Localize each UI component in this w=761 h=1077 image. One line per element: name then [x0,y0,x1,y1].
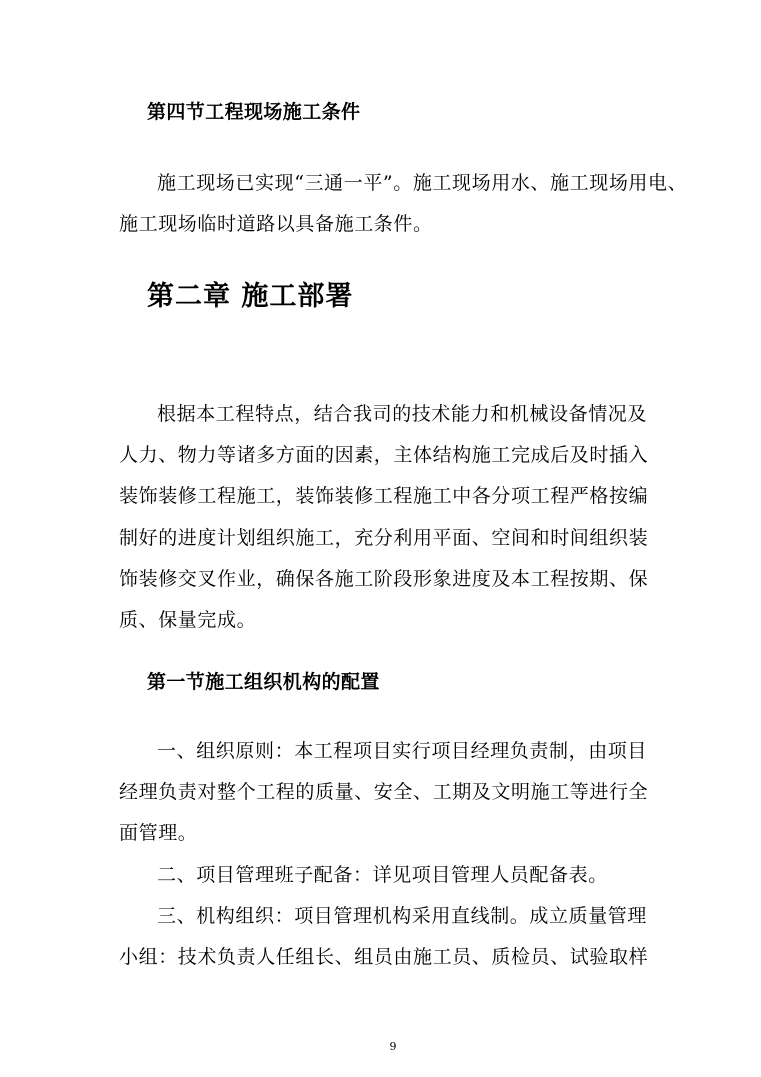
intro-line-3: 装饰装修工程施工，装饰装修工程施工中各分项工程严格按编 [119,485,649,507]
section-1-line-5: 三、机构组织：项目管理机构采用直线制。成立质量管理 [157,905,648,927]
chapter-heading: 第二章 施工部署 [147,281,354,312]
section-4-heading: 第四节工程现场施工条件 [147,101,361,123]
section-1-line-4: 二、项目管理班子配备：详见项目管理人员配备表。 [157,864,608,886]
section-1-line-3: 面管理。 [119,822,198,844]
intro-line-4: 制好的进度计划组织施工，充分利用平面、空间和时间组织装 [119,527,649,549]
intro-line-1: 根据本工程特点，结合我司的技术能力和机械设备情况及 [157,403,648,425]
section-1-line-2: 经理负责对整个工程的质量、安全、工期及文明施工等进行全 [119,781,649,803]
intro-line-2: 人力、物力等诸多方面的因素，主体结构施工完成后及时插入 [119,444,649,466]
section-1-line-1: 一、组织原则：本工程项目实行项目经理负责制，由项目 [157,740,648,762]
page-number: 9 [389,1040,397,1053]
section-1-line-6: 小组：技术负责人任组长、组员由施工员、质检员、试验取样 [119,946,649,968]
section-4-line-2: 施工现场临时道路以具备施工条件。 [119,213,433,235]
intro-line-6: 质、保量完成。 [119,609,257,631]
intro-line-5: 饰装修交叉作业，确保各施工阶段形象进度及本工程按期、保 [119,568,649,590]
section-1-heading: 第一节施工组织机构的配置 [147,671,380,693]
section-4-line-1: 施工现场已实现“三通一平”。施工现场用水、施工现场用电、 [157,172,688,194]
